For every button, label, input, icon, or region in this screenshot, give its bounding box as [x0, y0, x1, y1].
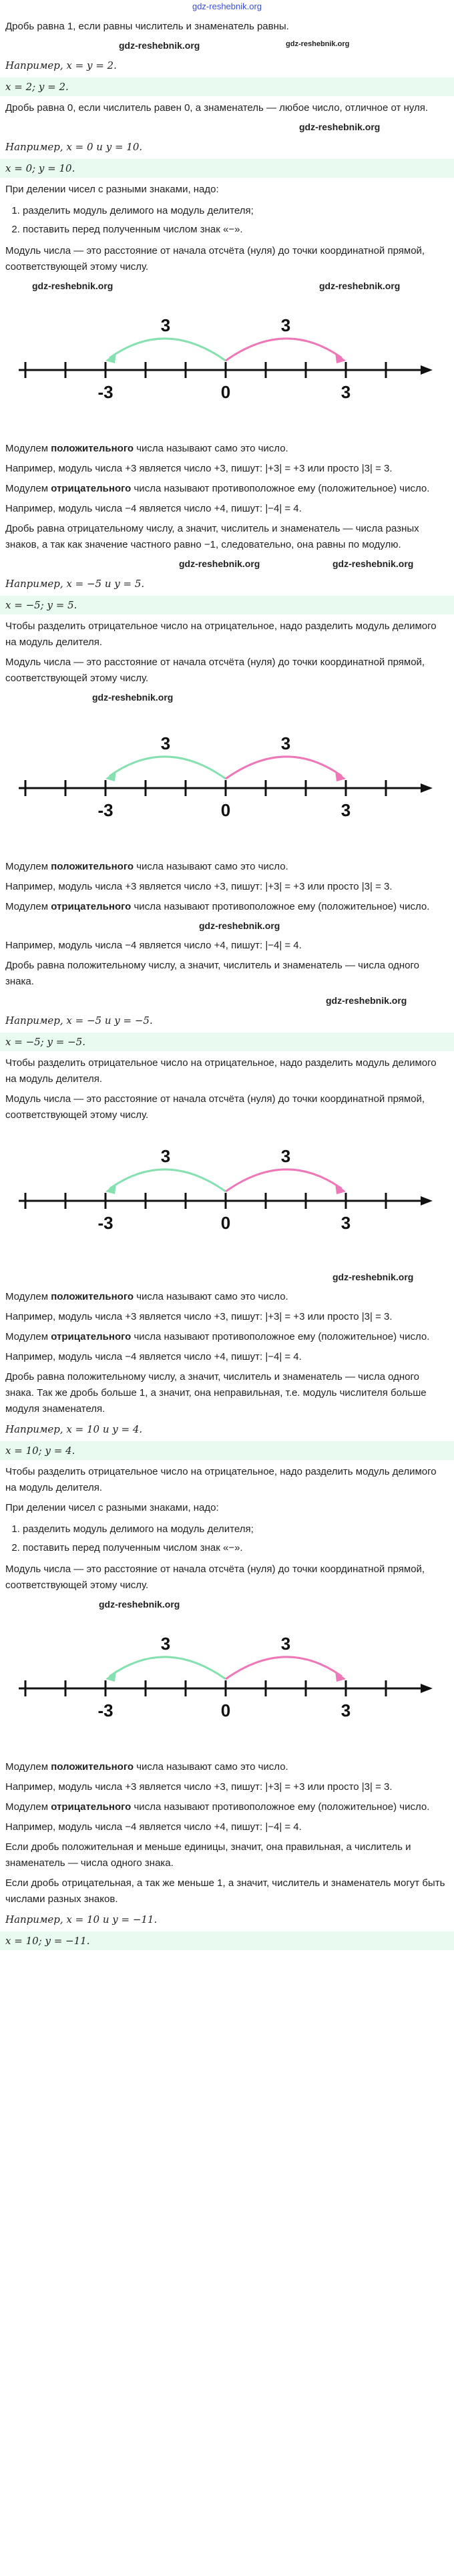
watermark: gdz-reshebnik.org — [332, 1272, 414, 1282]
text: Модулем — [5, 1291, 51, 1302]
text: Модулем — [5, 861, 51, 872]
watermark: gdz-reshebnik.org — [32, 281, 114, 291]
text: числа называют противоположное ему (положительное) число. — [131, 1331, 430, 1342]
left-arc-arrowhead — [105, 771, 116, 781]
axis-arrow — [421, 1684, 433, 1693]
paragraph — [5, 1289, 449, 1305]
text: Модулем — [5, 1761, 51, 1773]
paragraph: Модуль числа — это расстояние от начала отсчёта (нуля) до точки координатной прямой, соответствующей этому числу. — [5, 1093, 425, 1121]
watermark-row — [5, 557, 449, 572]
paragraph: Дробь равна отрицательному числу, а значит, числитель и знаменатель — числа разных знаков, а так как значение частного равно −1, следовательно, она равны по модулю. — [5, 523, 419, 550]
watermark: gdz-reshebnik.org — [326, 995, 407, 1006]
paragraph: Чтобы разделить отрицательное число на отрицательное, надо разделить модуль делимого на модуль делителя. — [5, 1057, 437, 1085]
paragraph — [5, 441, 449, 457]
watermark-row — [5, 691, 449, 705]
text: числа называют само это число. — [134, 861, 288, 872]
watermark-row — [5, 1270, 449, 1285]
paragraph: Например, модуль числа +3 является число +3, пишут: |+3| = +3 или просто |3| = 3. — [5, 1781, 393, 1793]
answer-box: x = 10; y = 4. — [0, 1441, 454, 1460]
watermark: gdz-reshebnik.org — [299, 122, 381, 132]
solution-content — [0, 19, 454, 1950]
tick-label: 3 — [340, 800, 351, 820]
paragraph: Например, модуль числа −4 является число +4, пишут: |−4| = 4. — [5, 940, 302, 951]
watermark: gdz-reshebnik.org — [92, 692, 174, 703]
text: числа называют само это число. — [134, 443, 288, 454]
watermark: gdz-reshebnik.org — [99, 1599, 180, 1610]
text: Модулем — [5, 443, 51, 454]
watermark: gdz-reshebnik.org — [286, 40, 350, 48]
tick-label: 0 — [220, 800, 231, 820]
right-arc-arrowhead — [335, 353, 346, 363]
number-line-figure — [5, 297, 449, 437]
tick-label: -3 — [97, 800, 114, 820]
paragraph: Дробь равна 0, если числитель равен 0, а знаменатель — любое число, отличное от нуля. — [5, 102, 429, 114]
watermark: gdz-reshebnik.org — [199, 920, 280, 931]
number-line-figure — [5, 1127, 449, 1268]
paragraph: Модуль числа — это расстояние от начала отсчёта (нуля) до точки координатной прямой, соответствующей этому числу. — [5, 657, 425, 684]
example-text: Например, x = −5 и y = 5. — [5, 578, 145, 590]
paragraph: Чтобы разделить отрицательное число на отрицательное, надо разделить модуль делимого на модуль делителя. — [5, 1466, 437, 1493]
left-distance-arc — [109, 339, 226, 361]
text: числа называют противоположное ему (положительное) число. — [131, 1801, 430, 1813]
paragraph: Дробь равна 1, если равны числитель и знаменатель равны. — [5, 21, 289, 32]
text: числа называют противоположное ему (положительное) число. — [131, 901, 430, 912]
emphasis: положительного — [51, 1761, 134, 1773]
axis-arrow — [421, 365, 433, 375]
answer-box: x = −5; y = −5. — [0, 1033, 454, 1051]
text: Модулем — [5, 1331, 51, 1342]
left-distance-label: 3 — [160, 315, 171, 335]
text: Модулем — [5, 1801, 51, 1813]
right-distance-arc — [226, 339, 342, 361]
left-distance-label: 3 — [160, 1146, 171, 1166]
number-line-figure — [5, 1615, 449, 1755]
answer-box: x = 10; y = −11. — [0, 1931, 454, 1950]
tick-label: -3 — [97, 382, 114, 402]
right-distance-label: 3 — [280, 733, 291, 753]
list-item: 1. разделить модуль делимого на модуль делителя; — [23, 202, 449, 220]
left-distance-label: 3 — [160, 733, 171, 753]
left-arc-arrowhead — [105, 353, 116, 363]
text: числа называют само это число. — [134, 1291, 288, 1302]
left-distance-arc — [109, 757, 226, 779]
left-arc-arrowhead — [105, 1671, 116, 1682]
left-distance-label: 3 — [160, 1634, 171, 1654]
paragraph — [5, 1799, 449, 1815]
right-distance-label: 3 — [280, 1634, 291, 1654]
emphasis: положительного — [51, 1291, 134, 1302]
right-distance-arc — [226, 1657, 342, 1679]
paragraph: Например, модуль числа −4 является число +4, пишут: |−4| = 4. — [5, 1351, 302, 1362]
emphasis: положительного — [51, 443, 134, 454]
right-distance-arc — [226, 757, 342, 779]
paragraph: Например, модуль числа +3 является число +3, пишут: |+3| = +3 или просто |3| = 3. — [5, 881, 393, 892]
paragraph: Например, модуль числа −4 является число +4, пишут: |−4| = 4. — [5, 1821, 302, 1833]
paragraph: Чтобы разделить отрицательное число на отрицательное, надо разделить модуль делимого на модуль делителя. — [5, 620, 437, 648]
tick-label: 3 — [340, 382, 351, 402]
tick-label: 3 — [340, 1213, 351, 1233]
right-arc-arrowhead — [335, 1183, 346, 1194]
list-item: 1. разделить модуль делимого на модуль делителя; — [23, 1520, 449, 1539]
watermark: gdz-reshebnik.org — [319, 281, 401, 291]
left-arc-arrowhead — [105, 1183, 116, 1194]
left-distance-arc — [109, 1169, 226, 1191]
paragraph: Например, модуль числа +3 является число +3, пишут: |+3| = +3 или просто |3| = 3. — [5, 1311, 393, 1322]
text: числа называют противоположное ему (положительное) число. — [131, 483, 430, 494]
tick-label: 0 — [220, 1700, 231, 1720]
paragraph: Например, модуль числа +3 является число +3, пишут: |+3| = +3 или просто |3| = 3. — [5, 463, 393, 474]
text: Модулем — [5, 483, 51, 494]
rule-list — [5, 1520, 449, 1557]
watermark: gdz-reshebnik.org — [119, 40, 200, 51]
list-item: 2. поставить перед полученным числом знак «−». — [23, 1539, 449, 1557]
tick-label: 0 — [220, 1213, 231, 1233]
tick-label: 0 — [220, 382, 231, 402]
paragraph: Например, модуль числа −4 является число +4, пишут: |−4| = 4. — [5, 503, 302, 514]
paragraph: Модуль числа — это расстояние от начала отсчёта (нуля) до точки координатной прямой, соответствующей этому числу. — [5, 1563, 425, 1591]
text: Модулем — [5, 901, 51, 912]
watermark: gdz-reshebnik.org — [179, 558, 260, 569]
emphasis: отрицательного — [51, 1801, 132, 1813]
list-item: 2. поставить перед полученным числом знак «−». — [23, 220, 449, 239]
paragraph — [5, 899, 449, 915]
tick-label: -3 — [97, 1213, 114, 1233]
answer-box: x = −5; y = 5. — [0, 596, 454, 614]
emphasis: положительного — [51, 861, 134, 872]
right-distance-label: 3 — [280, 315, 291, 335]
emphasis: отрицательного — [51, 483, 132, 494]
emphasis: отрицательного — [51, 901, 132, 912]
paragraph: Дробь равна положительному числу, а значит, числитель и знаменатель — числа одного знака. Так же дробь больше 1, а значит, она неправильная, т.е. модуль числителя больше модуля знаменателя. — [5, 1371, 427, 1415]
example-text: Например, x = −5 и y = −5. — [5, 1015, 153, 1027]
example-text: Например, x = 0 и y = 10. — [5, 141, 143, 153]
paragraph: Если дробь отрицательная, а так же меньше 1, а значит, числитель и знаменатель могут быть числами разных знаков. — [5, 1877, 445, 1905]
watermark-row — [5, 279, 449, 294]
paragraph — [5, 859, 449, 875]
tick-label: -3 — [97, 1700, 114, 1720]
answer-box: x = 2; y = 2. — [0, 77, 454, 96]
left-distance-arc — [109, 1657, 226, 1679]
paragraph: Дробь равна положительному числу, а значит, числитель и знаменатель — числа одного знака. — [5, 960, 419, 987]
paragraph: При делении чисел с разными знаками, надо: — [5, 184, 219, 195]
right-distance-label: 3 — [280, 1146, 291, 1166]
axis-arrow — [421, 1196, 433, 1206]
watermark-row — [5, 919, 449, 934]
watermark-row — [5, 120, 449, 135]
example-text: Например, x = y = 2. — [5, 59, 117, 71]
paragraph: При делении чисел с разными знаками, надо: — [5, 1502, 219, 1513]
watermark-row — [5, 1598, 449, 1612]
right-arc-arrowhead — [335, 1671, 346, 1682]
rule-list — [5, 202, 449, 239]
right-distance-arc — [226, 1169, 342, 1191]
tick-label: 3 — [340, 1700, 351, 1720]
watermark-row — [5, 39, 449, 53]
right-arc-arrowhead — [335, 771, 346, 781]
paragraph — [5, 481, 449, 497]
example-text: Например, x = 10 и y = −11. — [5, 1913, 158, 1925]
paragraph: Если дробь положительная и меньше единицы, значит, она правильная, а числитель и знаменатель — числа одного знака. — [5, 1841, 411, 1869]
site-header[interactable]: gdz-reshebnik.org — [192, 1, 262, 11]
watermark-row — [5, 994, 449, 1008]
number-line-figure — [5, 715, 449, 855]
watermark: gdz-reshebnik.org — [332, 558, 414, 569]
paragraph — [5, 1329, 449, 1345]
text: числа называют само это число. — [134, 1761, 288, 1773]
axis-arrow — [421, 783, 433, 793]
emphasis: отрицательного — [51, 1331, 132, 1342]
paragraph: Модуль числа — это расстояние от начала отсчёта (нуля) до точки координатной прямой, соответствующей этому числу. — [5, 245, 425, 272]
paragraph — [5, 1759, 449, 1775]
answer-box: x = 0; y = 10. — [0, 159, 454, 178]
example-text: Например, x = 10 и y = 4. — [5, 1423, 143, 1435]
